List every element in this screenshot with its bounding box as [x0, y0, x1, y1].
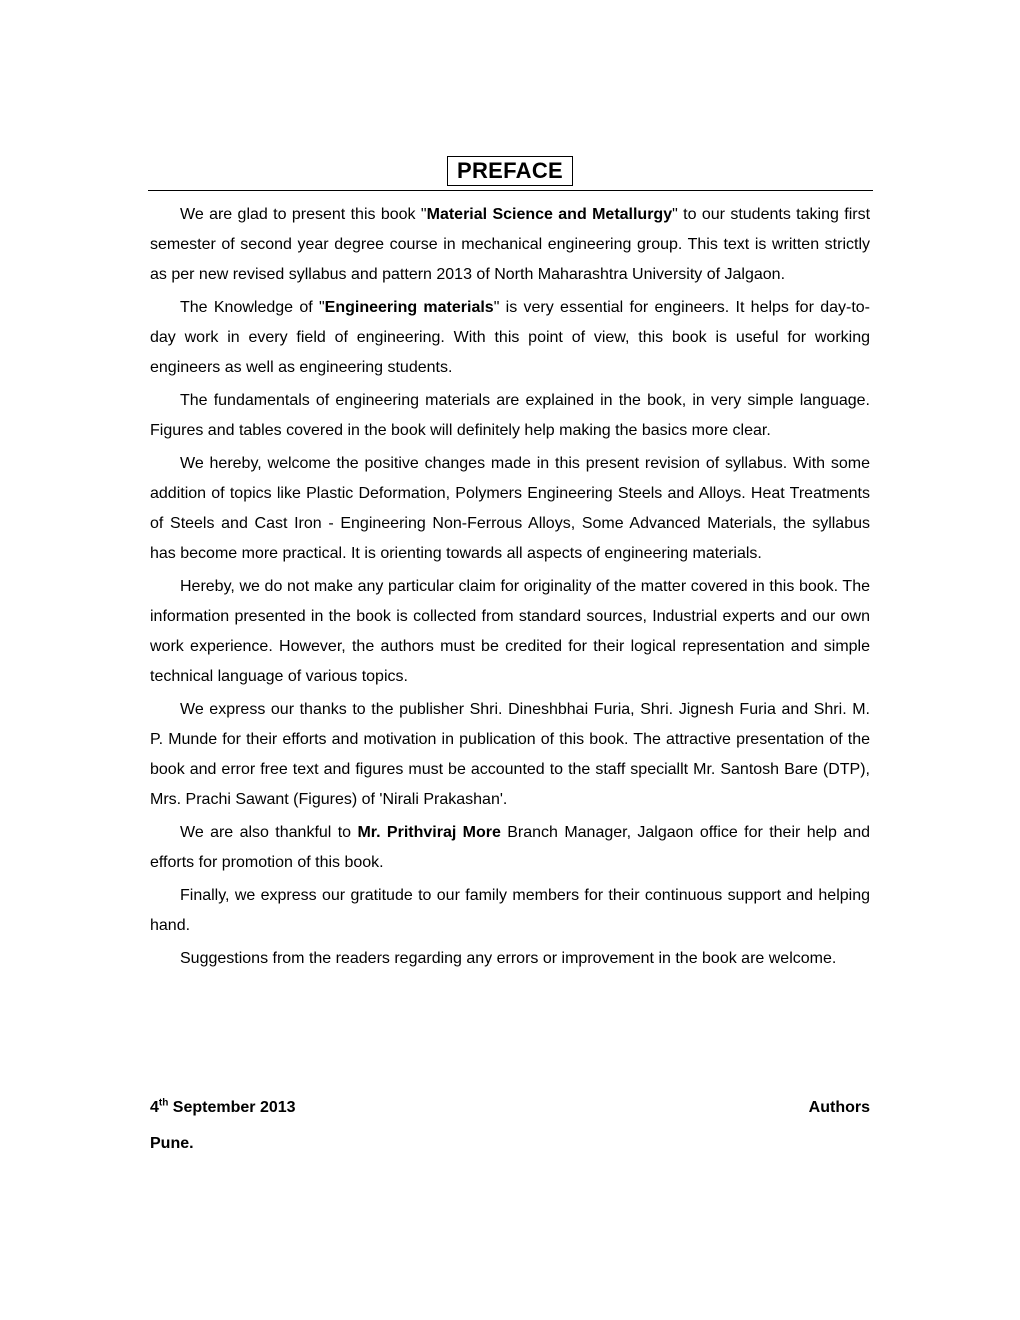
paragraph-text: " to our students taking first semester of second year degree course in mechanical engineering group. This text is written strictly as per new revised syllabus and pattern 2013 of North Maharashtra University of Jalgaon.	[150, 206, 871, 283]
paragraph-text: The fundamentals of engineering materials are explained in the book, in very simple language. Figures and tables covered in the book will definitely help making the basics more clear.	[150, 392, 870, 439]
paragraph	[150, 572, 870, 692]
paragraph-text: We are glad to present this book "	[180, 206, 427, 223]
paragraph-text: Suggestions from the readers regarding any errors or improvement in the book are welcome.	[180, 950, 837, 967]
title-rule	[148, 190, 873, 191]
bold-text: Engineering materials	[324, 299, 494, 316]
signature: Authors	[808, 1099, 870, 1116]
paragraph-text: Finally, we express our gratitude to our family members for their continuous support and helping hand.	[150, 887, 870, 934]
place: Pune.	[150, 1135, 194, 1152]
paragraph	[150, 695, 870, 815]
paragraph-text: " is very essential for engineers. It helps for day-to-day work in every field of engineering. With this point of view, this book is useful for working engineers as well as engineering students.	[150, 299, 871, 376]
paragraph	[150, 881, 870, 941]
bold-text: Mr. Prithviraj More	[357, 824, 501, 841]
paragraph	[150, 200, 870, 290]
paragraph-text: Branch Manager, Jalgaon office for their help and efforts for promotion of this book.	[150, 824, 871, 871]
paragraph	[150, 386, 870, 446]
paragraph-text: Hereby, we do not make any particular claim for originality of the matter covered in this book. The information presented in the book is collected from standard sources, Industrial experts and our own work experience. However, the authors must be credited for their logical representation and simple technical language of various topics.	[150, 578, 870, 685]
paragraph	[150, 293, 870, 383]
paragraph	[150, 449, 870, 569]
paragraph-text: We hereby, welcome the positive changes made in this present revision of syllabus. With some addition of topics like Plastic Deformation, Polymers Engineering Steels and Alloys. Heat Treatments of Steels and Cast Iron - Engineering Non-Ferrous Alloys, Some Advanced Materials, the syllabus has become more practical. It is orienting towards all aspects of engineering materials.	[150, 455, 870, 562]
page-title: PREFACE	[447, 156, 573, 186]
date-day: 4	[150, 1099, 159, 1116]
bold-text: Material Science and Metallurgy	[426, 206, 673, 223]
paragraph	[150, 944, 870, 974]
paragraph-text: The Knowledge of "	[180, 299, 325, 316]
preface-body	[150, 200, 870, 977]
paragraph	[150, 818, 870, 878]
date-suffix: th	[158, 1097, 169, 1109]
paragraph-text: We are also thankful to	[180, 824, 358, 841]
date	[150, 1099, 296, 1117]
footer-row	[150, 1099, 870, 1117]
title-wrapper	[0, 156, 1020, 186]
paragraph-text: We express our thanks to the publisher Shri. Dineshbhai Furia, Shri. Jignesh Furia and Shri. M. P. Munde for their efforts and motivation in publication of this book. The attractive presentation of the book and error free text and figures must be accounted to the staff speciallt Mr. Santosh Bare (DTP), Mrs. Prachi Sawant (Figures) of 'Nirali Prakashan'.	[150, 701, 870, 808]
date-rest: September 2013	[168, 1099, 296, 1116]
